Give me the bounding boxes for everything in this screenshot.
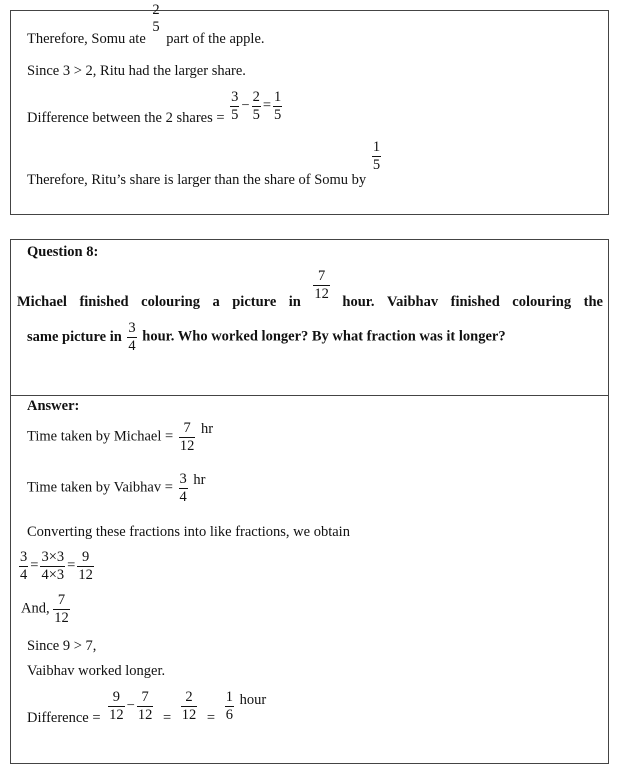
numerator: 3 xyxy=(179,471,187,487)
numerator: 1 xyxy=(372,139,381,155)
text: Difference = xyxy=(27,709,101,726)
denominator: 5 xyxy=(152,18,160,35)
word: hour. xyxy=(342,294,375,310)
numerator: 2 xyxy=(181,689,198,707)
denominator: 6 xyxy=(225,706,233,723)
fraction-three-fourths xyxy=(127,320,136,354)
somu-share-line xyxy=(27,2,265,47)
section-divider xyxy=(11,395,608,396)
word: a xyxy=(212,294,220,310)
numerator: 9 xyxy=(77,549,94,567)
difference-line xyxy=(27,689,267,726)
fraction-seven-twelfths xyxy=(179,420,196,454)
since-line: Since 9 > 7, xyxy=(27,638,97,654)
equals-sign: = xyxy=(30,557,39,574)
fraction xyxy=(230,89,239,123)
numerator: 7 xyxy=(137,689,154,707)
text: Difference between the 2 shares = xyxy=(27,109,225,126)
ritu-larger-line xyxy=(27,139,383,188)
fraction xyxy=(108,689,125,723)
michael-time-line xyxy=(27,420,213,454)
numerator: 3 xyxy=(231,89,239,105)
denominator: 12 xyxy=(54,609,69,626)
and-line xyxy=(21,592,72,626)
minus-sign: − xyxy=(126,697,135,714)
numerator: 2 xyxy=(152,2,160,18)
denominator: 5 xyxy=(252,106,260,123)
question-answer-box xyxy=(10,239,609,764)
text: Therefore, Somu ate xyxy=(27,31,146,47)
answer-heading: Answer: xyxy=(27,398,80,414)
vaibhav-time-line xyxy=(27,471,206,505)
numerator: 1 xyxy=(225,689,233,705)
fraction xyxy=(273,89,282,123)
denominator: 5 xyxy=(372,156,381,173)
unit: hour xyxy=(239,691,267,708)
denominator: 4×3 xyxy=(41,566,65,583)
numerator: 3 xyxy=(128,320,136,336)
question-heading: Question 8: xyxy=(27,244,99,260)
denominator: 12 xyxy=(109,706,124,723)
denominator: 4 xyxy=(20,566,28,583)
fraction xyxy=(137,689,154,723)
text: Time taken by Vaibhav = xyxy=(27,479,173,496)
text: hour. Who worked longer? By what fraction was it longer? xyxy=(142,328,506,345)
vaibhav-longer-line: Vaibhav worked longer. xyxy=(27,663,166,679)
fraction-seven-twelfths xyxy=(313,268,330,311)
word: in xyxy=(288,294,301,310)
denominator: 12 xyxy=(314,285,329,302)
numerator: 3×3 xyxy=(41,549,65,565)
numerator: 7 xyxy=(313,268,330,286)
word: the xyxy=(583,294,603,310)
unit: hr xyxy=(193,471,206,488)
fraction xyxy=(77,549,94,583)
fraction xyxy=(19,549,28,583)
question-line-2 xyxy=(27,320,506,354)
denominator: 5 xyxy=(274,106,282,123)
word: colouring xyxy=(512,294,572,310)
denominator: 12 xyxy=(78,566,93,583)
numerator: 2 xyxy=(252,89,260,105)
word: Michael xyxy=(17,294,67,310)
equals-sign: = xyxy=(206,709,216,726)
denominator: 4 xyxy=(179,488,187,505)
unit: hr xyxy=(200,420,214,437)
numerator: 9 xyxy=(108,689,125,707)
text: Therefore, Ritu’s share is larger than the share of Somu by xyxy=(27,171,367,188)
numerator: 7 xyxy=(179,420,196,438)
text: And, xyxy=(21,600,50,617)
minus-sign: − xyxy=(241,97,250,114)
solution-continuation-box xyxy=(10,2,609,215)
denominator: 5 xyxy=(231,106,239,123)
difference-line xyxy=(27,89,284,126)
conversion-equation xyxy=(17,549,96,583)
fraction-one-sixth xyxy=(225,689,234,723)
fraction xyxy=(40,549,65,583)
denominator: 12 xyxy=(137,706,153,723)
equals-sign: = xyxy=(162,709,172,726)
word: finished xyxy=(79,294,129,310)
converting-line: Converting these fractions into like fractions, we obtain xyxy=(27,524,350,540)
denominator: 12 xyxy=(181,706,197,723)
justified-line xyxy=(17,268,603,311)
numerator: 3 xyxy=(20,549,28,565)
fraction-one-fifth xyxy=(372,139,381,173)
word: Vaibhav xyxy=(387,294,439,310)
equals-sign: = xyxy=(67,557,76,574)
denominator: 12 xyxy=(179,437,195,454)
fraction-two-fifths xyxy=(151,2,160,35)
fraction-three-fourths xyxy=(179,471,188,505)
word: finished xyxy=(450,294,500,310)
fraction xyxy=(181,689,198,723)
text: part of the apple. xyxy=(166,31,265,47)
fraction-seven-twelfths xyxy=(53,592,70,626)
question-line-1 xyxy=(17,268,603,311)
word: picture xyxy=(232,294,277,310)
equals-sign: = xyxy=(262,97,272,114)
text: Time taken by Michael = xyxy=(27,428,174,445)
fraction xyxy=(252,89,261,123)
text: same picture in xyxy=(27,328,122,345)
numerator: 7 xyxy=(53,592,70,610)
denominator: 4 xyxy=(128,337,136,354)
larger-share-line: Since 3 > 2, Ritu had the larger share. xyxy=(27,63,246,79)
word: colouring xyxy=(141,294,200,310)
numerator: 1 xyxy=(274,89,282,105)
